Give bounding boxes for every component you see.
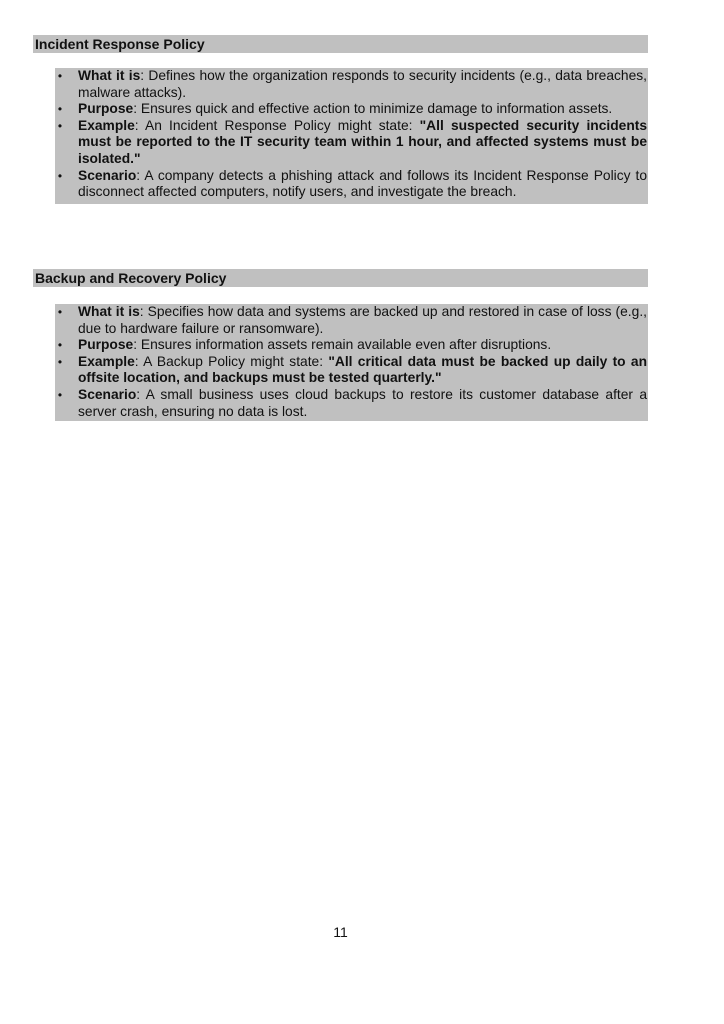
term-label: Scenario [78,386,137,402]
incident-response-bullet-box [55,68,648,204]
list-item-purpose [55,101,648,118]
term-separator: : [140,68,149,83]
term-separator: : [134,353,144,369]
bullet-icon: • [57,338,63,353]
term-label: Purpose [78,101,134,117]
term-label: Purpose [78,337,134,353]
term-separator: : [136,167,145,183]
backup-recovery-list [55,304,648,420]
item-text: An Incident Response Policy might state: [145,117,420,133]
term-separator: : [136,386,146,402]
list-item-example [55,118,648,168]
section-heading-incident-response: Incident Response Policy [33,35,648,53]
term-separator: : [139,304,148,319]
list-item-scenario [55,168,648,201]
bullet-icon: • [57,69,63,83]
bullet-icon: • [57,305,63,319]
list-item-example [55,354,648,387]
term-separator: : [133,101,141,117]
bullet-icon: • [57,102,63,117]
item-text: Ensures quick and effective action to minimize damage to information assets. [140,101,613,117]
item-text: A small business uses cloud backups to restore its customer database after a server crash, ensuring no data is lost. [78,386,648,419]
policy-quote: "All suspected security incidents must be reported to the IT security team within 1 hour, and affected systems must be isolated." [78,117,648,166]
bullet-icon: • [57,354,63,369]
item-text: Specifies how data and systems are backed up and restored in case of loss (e.g., due to hardware failure or ransomware). [78,304,647,336]
page-number: 11 [333,924,348,940]
list-item-what-it-is [55,68,648,101]
term-label: What it is [78,304,140,319]
bullet-icon: • [57,387,63,402]
bullet-icon: • [57,118,63,133]
incident-response-list [55,68,648,201]
item-text: A Backup Policy might state: [143,353,329,369]
list-item-what-it-is [55,304,648,337]
list-item-scenario [55,387,648,420]
term-separator: : [134,117,146,133]
backup-recovery-bullet-box [55,304,648,421]
item-text: Ensures information assets remain available even after disruptions. [140,337,552,353]
term-label: Example [78,353,135,369]
section-heading-backup-recovery: Backup and Recovery Policy [33,269,648,287]
term-separator: : [133,337,141,353]
term-label: Scenario [78,167,137,183]
term-label: Example [78,117,135,133]
term-label: What it is [78,68,141,83]
item-text: Defines how the organization responds to security incidents (e.g., data breaches, malware attacks). [78,68,647,100]
item-text: A company detects a phishing attack and follows its Incident Response Policy to disconnect affected computers, notify users, and investigate the breach. [78,167,648,200]
policy-quote: "All critical data must be backed up daily to an offsite location, and backups must be tested quarterly." [78,353,648,386]
bullet-icon: • [57,168,63,183]
list-item-purpose [55,337,648,354]
